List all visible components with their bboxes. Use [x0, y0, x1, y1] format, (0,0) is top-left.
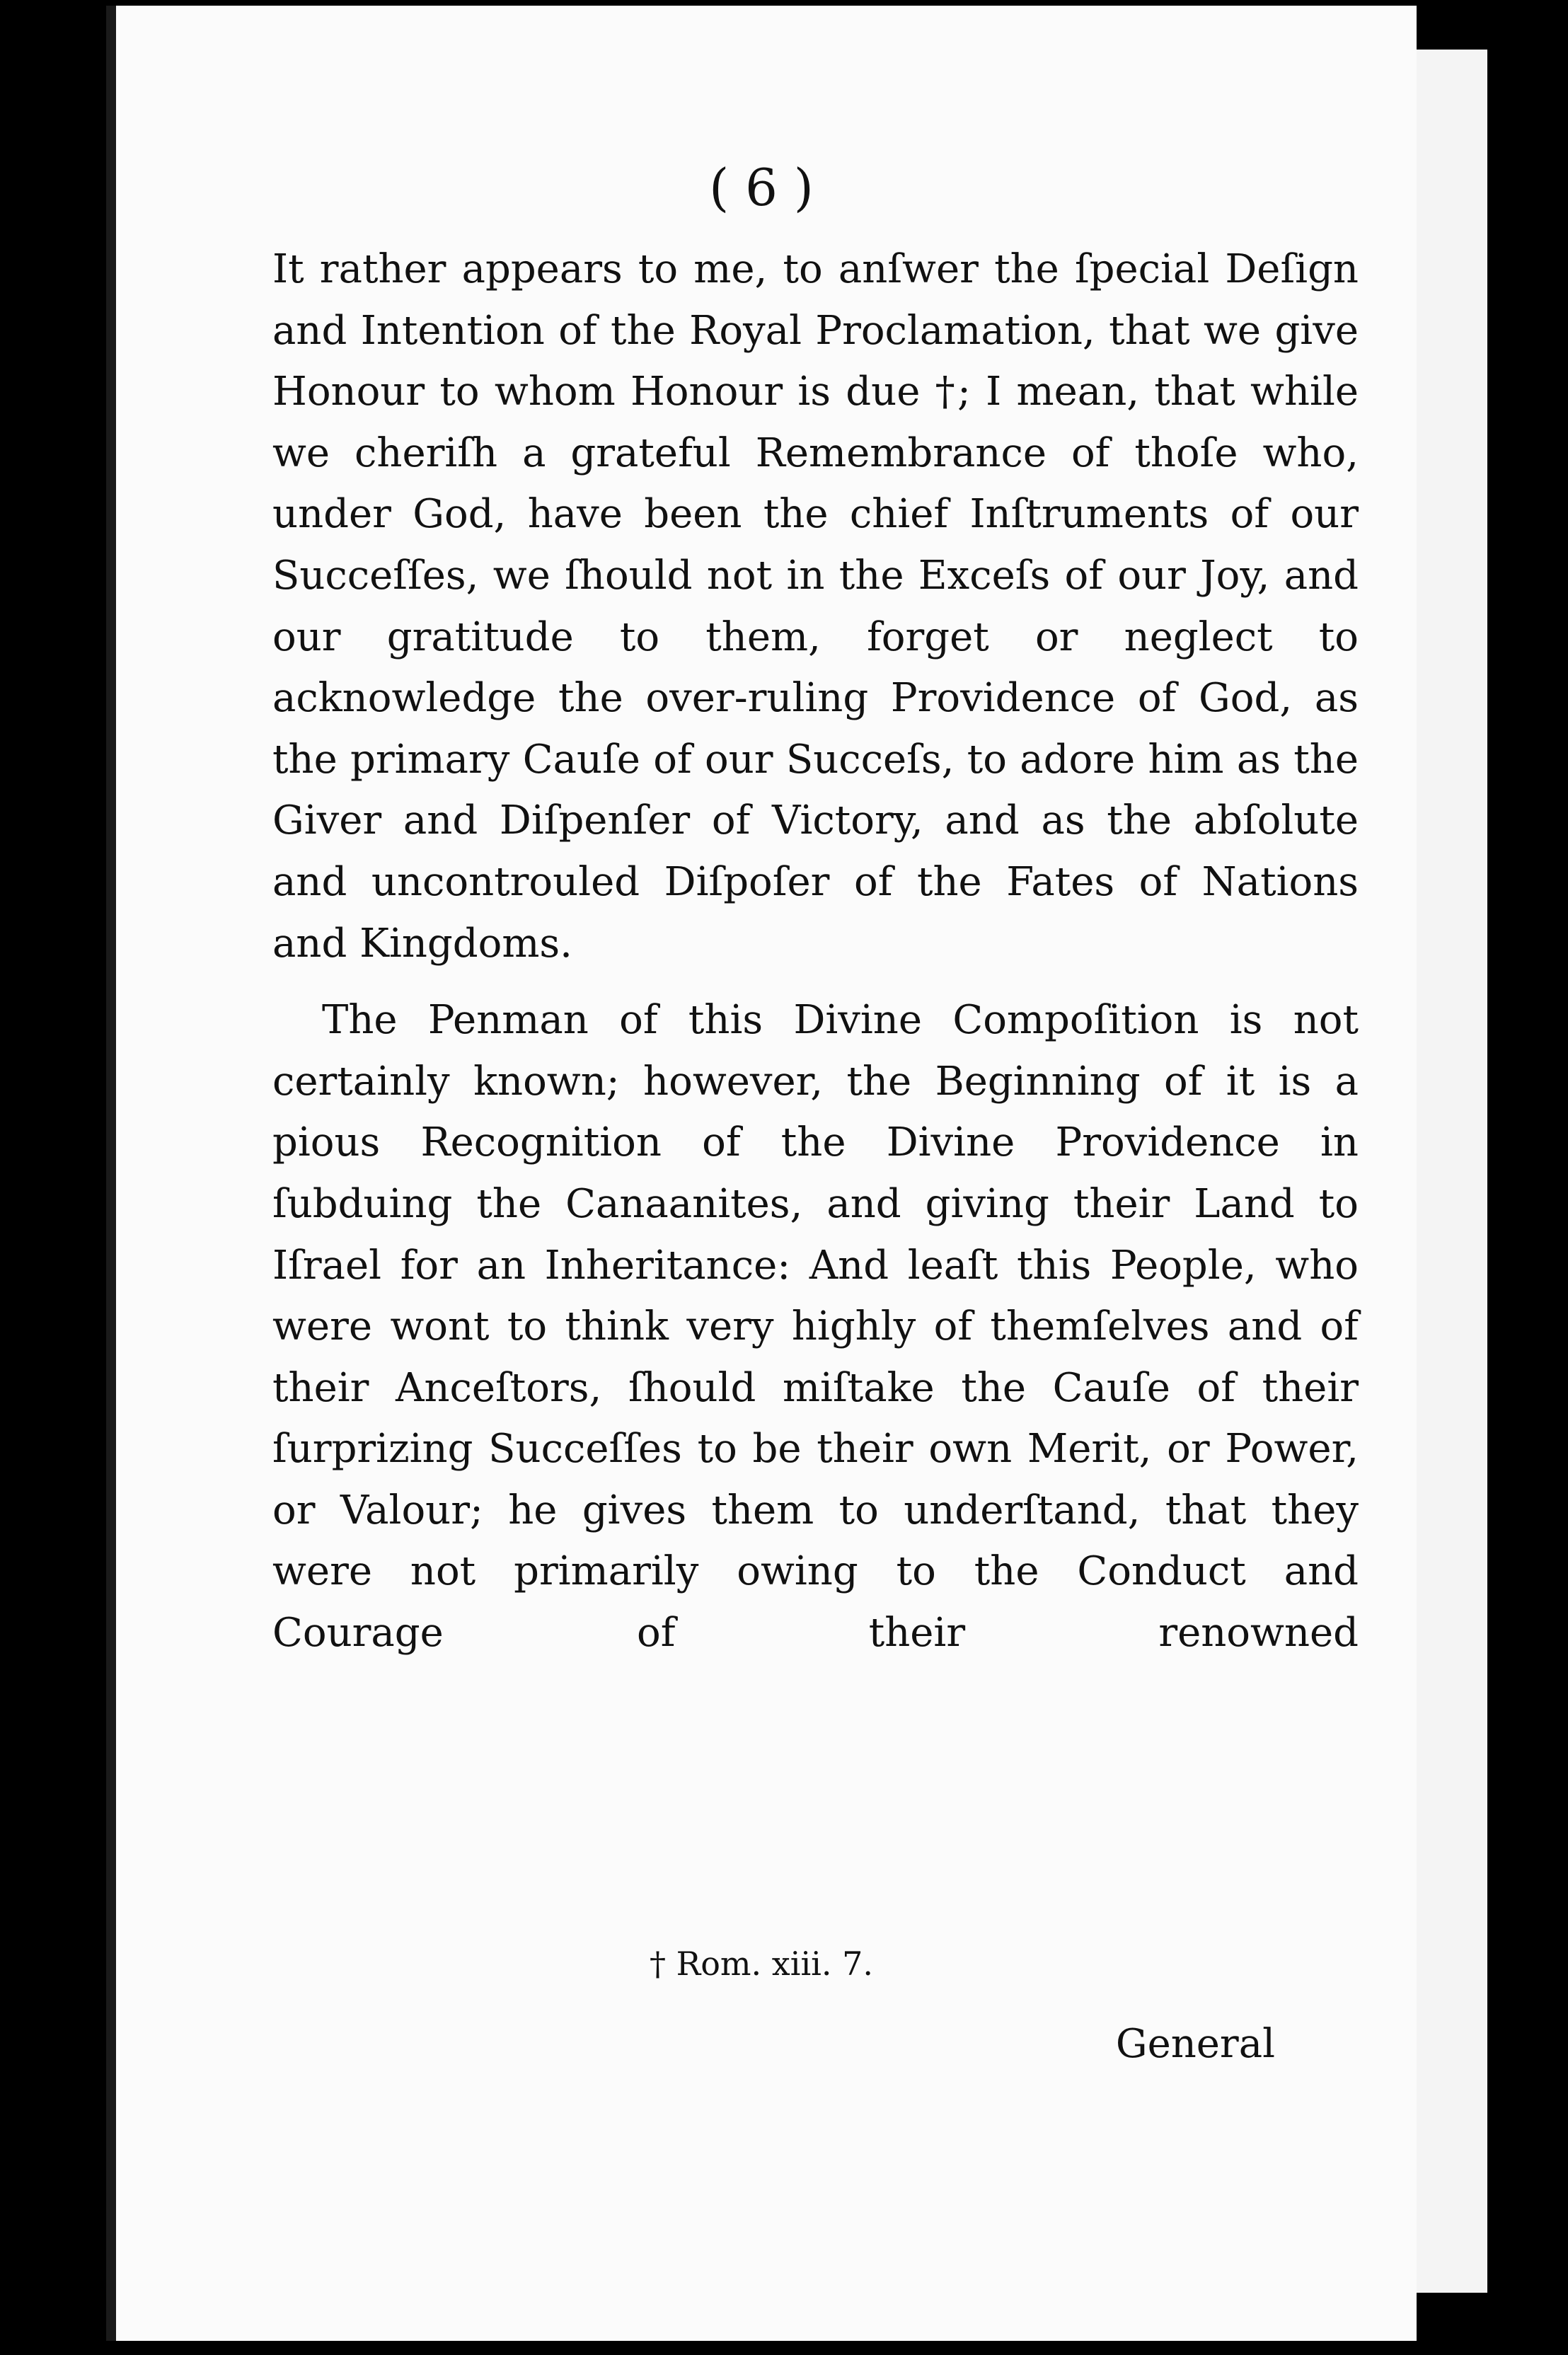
paragraph-1: It rather appears to me, to anſwer the ſpecial Deſign and Intention of the Royal Proclamation, that we give Honour to whom Honour is due †; I mean, that while we cheriſh a grateful Remembrance of thoſe who, under God, have been the chief Inſtruments of our Succeſſes, we ſhould not in the Exceſs of our Joy, and our gratitude to them, forget or neglect to acknowledge the over-ruling Providence of God, as the primary Cauſe of our Succeſs, to adore him as the Giver and Diſpenſer of Victory, and as the abſolute and uncontrouled Diſpoſer of the Fates of Nations and Kingdoms. — [272, 246, 1359, 967]
page-number: ( 6 ) — [709, 158, 814, 217]
binding-crease — [106, 6, 116, 2341]
catchword: General — [1115, 2021, 1275, 2067]
paragraph-2: The Penman of this Divine Compoſition is not certainly known; however, the Beginning of it is a pious Recognition of the Divine Providence in ſubduing the Canaanites, and giving their Land to Iſrael for an Inheritance: And leaſt this People, who were wont to think very highly of themſelves and of their Anceſtors, ſhould miſtake the Cauſe of their ſurprizing Succeſſes to be their own Merit, or Power, or Valour; he gives them to underſtand, that they were not primarily owing to the Conduct and Courage of their renowned — [272, 997, 1359, 1657]
footnote: † Rom. xiii. 7. — [649, 1945, 874, 1983]
book-page — [106, 6, 1417, 2341]
body-text — [272, 239, 1359, 1664]
